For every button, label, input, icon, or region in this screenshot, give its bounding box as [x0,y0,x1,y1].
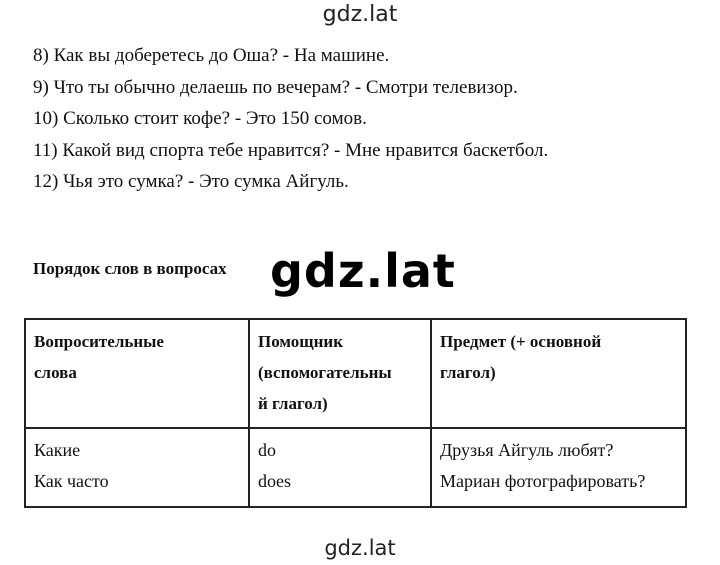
header-auxiliary [249,319,431,428]
header-cell-line: (вспомогательны [258,363,392,382]
table-row [25,428,686,507]
cell-line: do [258,440,276,460]
cell-line: Друзья Айгуль любят? [440,440,614,460]
header-question-words [25,319,249,428]
answer-line-12: 12) Чья это сумка? - Это сумка Айгуль. [33,171,349,192]
answer-line-11: 11) Какой вид спорта тебе нравится? - Мне нравится баскетбол. [33,139,549,161]
header-cell-line: Вопросительные [34,332,164,351]
watermark-top: gdz.lat [322,2,398,27]
cell-line: Мариан фотографировать? [440,471,646,491]
cell-subject [431,428,686,507]
cell-question-words [25,428,249,507]
section-heading: Порядок слов в вопросах [33,259,227,278]
answer-line-8: 8) Как вы доберетесь до Оша? - На машине. [33,45,390,66]
table-header-row [25,319,686,428]
answer-list [33,40,548,198]
watermark-middle: gdz.lat [270,244,456,298]
watermark-bottom: gdz.lat [324,536,396,560]
header-cell-line: Предмет (+ основной [440,332,602,351]
cell-auxiliary [249,428,431,507]
header-cell-line: слова [34,363,77,382]
word-order-table [24,318,687,508]
header-subject [431,319,686,428]
header-cell-line: й глагол) [258,394,328,413]
answer-line-9: 9) Что ты обычно делаешь по вечерам? - Смотри телевизор. [33,76,518,98]
cell-line: does [258,471,291,491]
header-cell-line: глагол) [440,363,496,382]
header-cell-line: Помощник [258,332,343,351]
answer-line-10: 10) Сколько стоит кофе? - Это 150 сомов. [33,108,367,129]
cell-line: Какие [34,440,81,460]
cell-line: Как часто [34,471,109,491]
